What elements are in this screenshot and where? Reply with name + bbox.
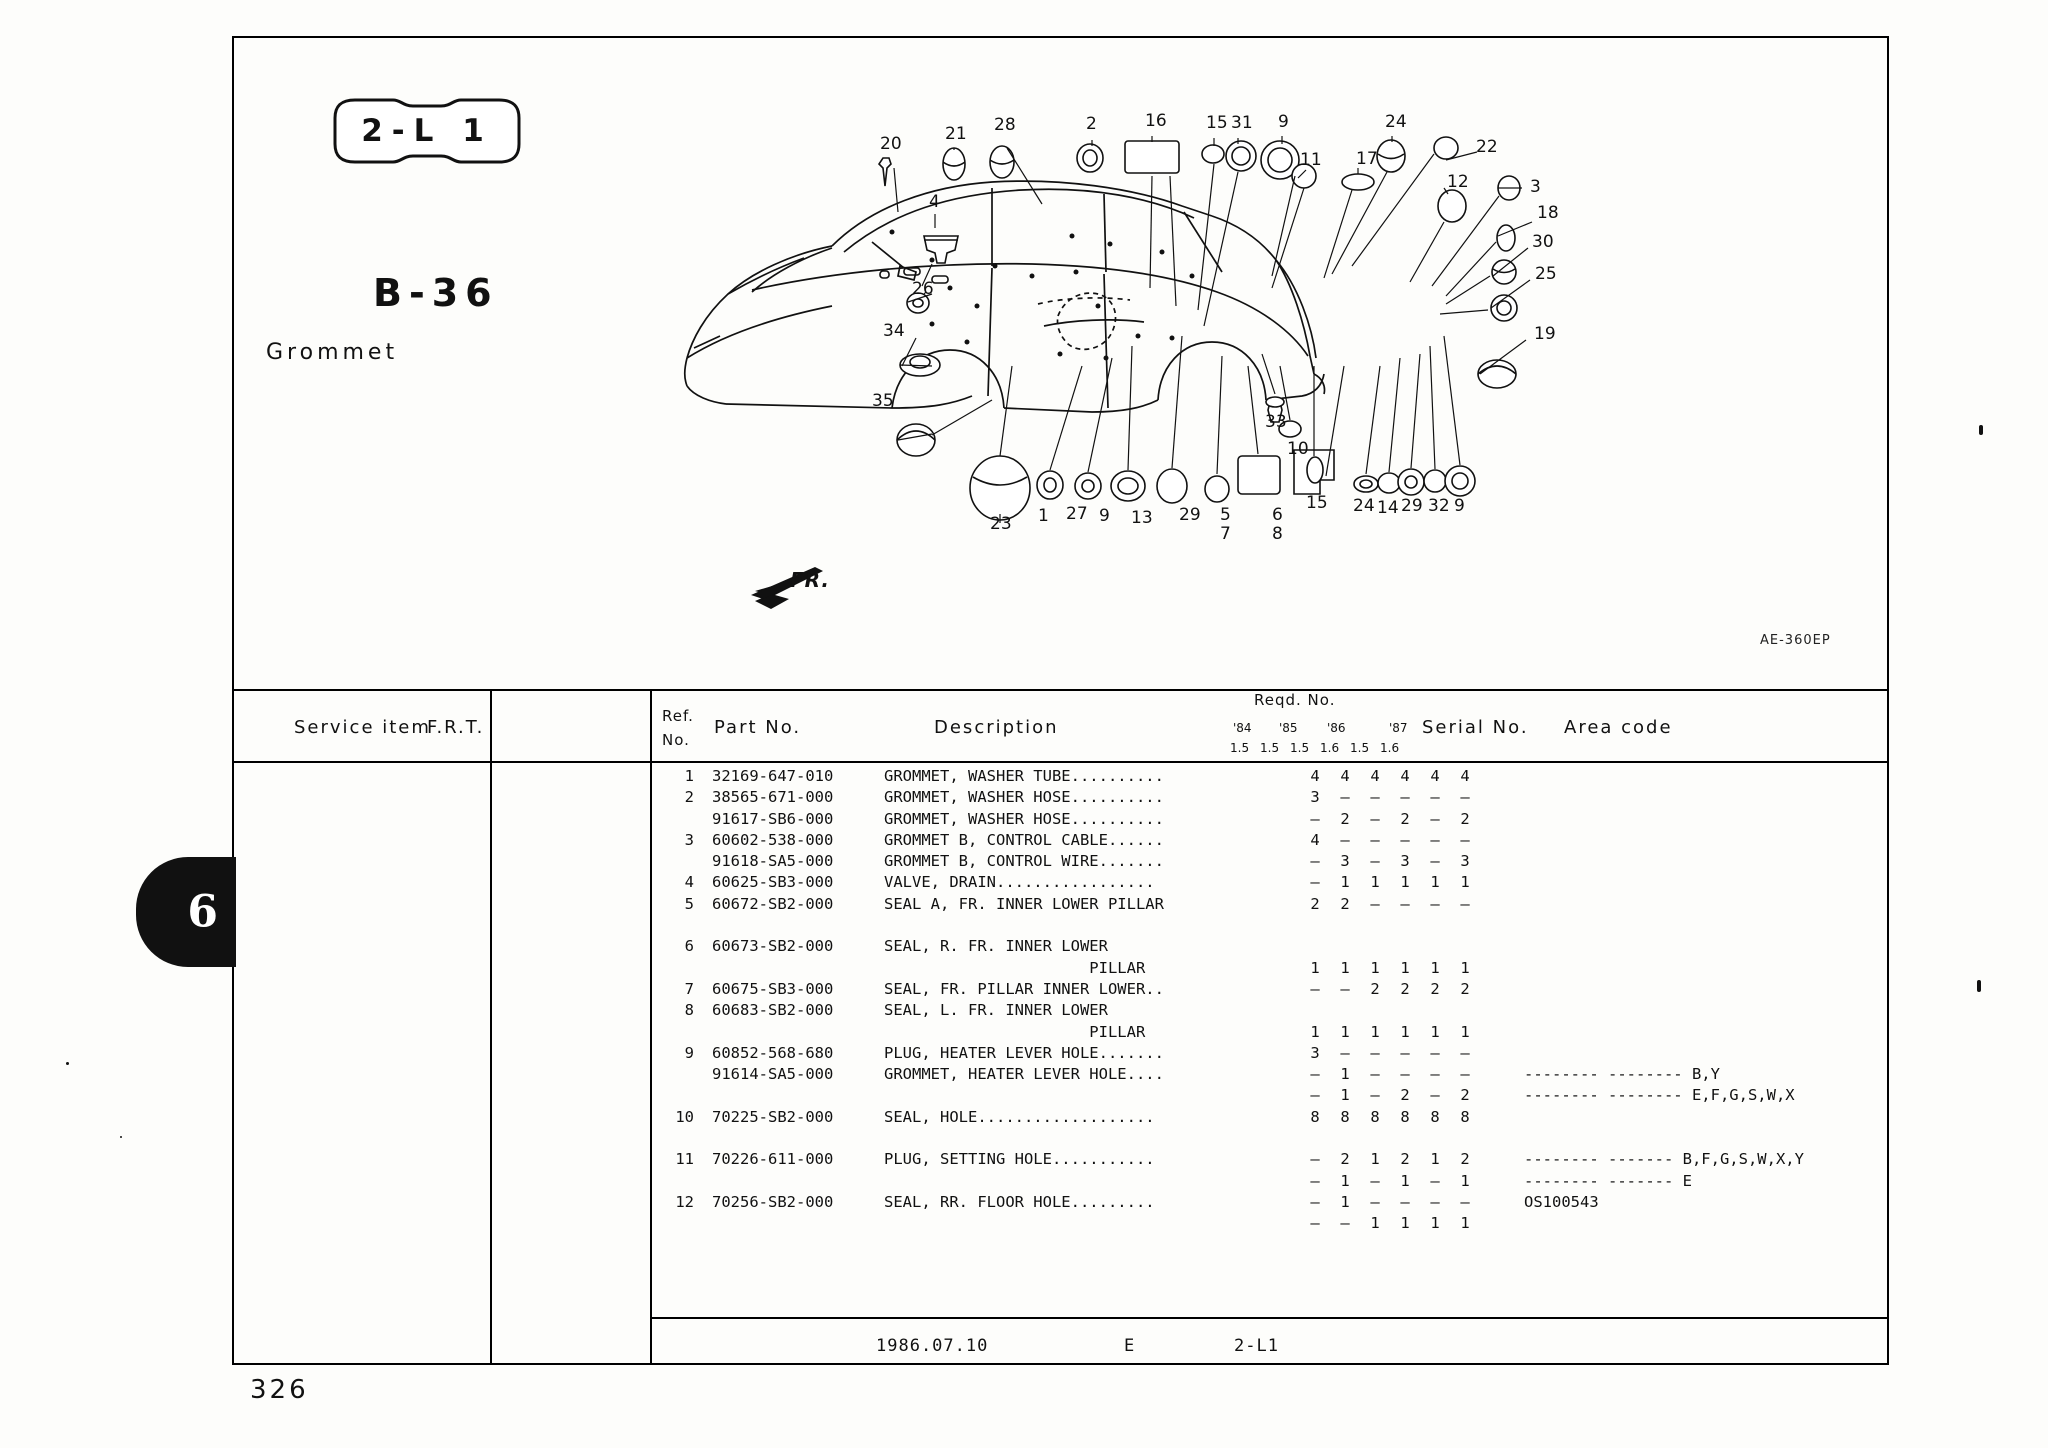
cell-part-no: 60625-SB3-000 (712, 873, 834, 892)
cell-qty-0: – (1310, 979, 1320, 998)
cell-qty-5: – (1460, 894, 1470, 913)
callout-22: 22 (1476, 137, 1498, 157)
callout-6: 6 (1272, 505, 1283, 525)
cell-qty-4: 2 (1430, 979, 1440, 998)
page-number: 326 (250, 1375, 309, 1405)
cell-qty-1: – (1340, 1043, 1350, 1062)
cell-qty-2: 1 (1370, 873, 1380, 892)
cell-qty-1: 1 (1340, 1022, 1350, 1041)
cell-qty-4: 4 (1430, 767, 1440, 785)
callout-33: 33 (1265, 412, 1287, 432)
cell-qty-3: – (1400, 830, 1410, 849)
cell-qty-4: 1 (1430, 873, 1440, 892)
chapter-tab (136, 857, 236, 967)
callout-28: 28 (994, 115, 1016, 135)
cell-qty-3: 1 (1400, 873, 1410, 892)
cell-description: SEAL, FR. PILLAR INNER LOWER.. (884, 979, 1164, 998)
cell-qty-4: – (1430, 1192, 1440, 1211)
callout-35: 35 (872, 391, 894, 411)
callout-30: 30 (1532, 232, 1554, 252)
cell-qty-2: – (1370, 1043, 1380, 1062)
table-header-rule (234, 761, 1887, 763)
header-year-84: '84 (1233, 721, 1252, 735)
cell-qty-1: – (1340, 788, 1350, 807)
cell-qty-2: – (1370, 830, 1380, 849)
footer-date: 1986.07.10 (876, 1336, 989, 1356)
cell-qty-2: 1 (1370, 1022, 1380, 1041)
chapter-number: 6 (187, 886, 218, 938)
cell-description: GROMMET B, CONTROL CABLE...... (884, 830, 1164, 849)
cell-qty-0: – (1310, 1171, 1320, 1190)
cell-qty-5: – (1460, 788, 1470, 807)
callout-13: 13 (1131, 508, 1153, 528)
cell-description: GROMMET, WASHER HOSE.......... (884, 788, 1164, 807)
callout-18: 18 (1537, 203, 1559, 223)
cell-qty-0: 2 (1310, 894, 1320, 913)
cell-description: VALVE, DRAIN................. (884, 873, 1155, 892)
callout-5: 5 (1220, 505, 1231, 525)
cell-qty-5: 1 (1460, 958, 1470, 977)
cell-ref-no: 8 (684, 1001, 694, 1020)
table-row (654, 830, 1864, 851)
cell-qty-4: 1 (1430, 958, 1440, 977)
cell-ref-no: 3 (684, 830, 694, 849)
cell-qty-0: 4 (1310, 830, 1320, 849)
cell-part-no: 60852-568-680 (712, 1043, 834, 1062)
cell-serial-no: OS100543 (1524, 1192, 1599, 1211)
cell-qty-1: 1 (1340, 1192, 1350, 1211)
callout-3: 3 (1530, 177, 1541, 197)
cell-qty-4: 1 (1430, 1214, 1440, 1233)
header-serial-no: Serial No. (1422, 717, 1529, 738)
cell-description: PLUG, SETTING HOLE........... (884, 1150, 1155, 1169)
cell-qty-3: 1 (1400, 958, 1410, 977)
table-row (654, 1107, 1864, 1128)
cell-qty-0: – (1310, 873, 1320, 892)
cell-qty-0: 1 (1310, 1022, 1320, 1041)
cell-qty-2: – (1370, 1192, 1380, 1211)
callout-32: 32 (1428, 496, 1450, 516)
cell-qty-3: – (1400, 894, 1410, 913)
callout-24-top: 24 (1385, 112, 1407, 132)
callout-9-top: 9 (1278, 112, 1289, 132)
cell-qty-5: 1 (1460, 1214, 1470, 1233)
cell-qty-2: 1 (1370, 1214, 1380, 1233)
cell-ref-no: 4 (684, 873, 694, 892)
cell-qty-3: – (1400, 1065, 1410, 1084)
cell-part-no: 32169-647-010 (712, 767, 834, 785)
cell-qty-5: 2 (1460, 1086, 1470, 1105)
table-row (654, 1064, 1864, 1085)
cell-area-code: -------- -------- E,F,G,S,W,X (1524, 1086, 1795, 1105)
callout-34: 34 (883, 321, 905, 341)
cell-part-no: 60673-SB2-000 (712, 937, 834, 956)
header-disp-1: 1.5 (1230, 741, 1250, 755)
cell-part-no: 38565-671-000 (712, 788, 834, 807)
cell-qty-1: 3 (1340, 852, 1350, 871)
callout-27: 27 (1066, 504, 1088, 524)
table-row (654, 1022, 1864, 1043)
cell-part-no: 91617-SB6-000 (712, 809, 834, 828)
header-year-87: '87 (1389, 721, 1408, 735)
cell-qty-2: – (1370, 852, 1380, 871)
cell-qty-0: – (1310, 809, 1320, 828)
cell-ref-no: 10 (675, 1107, 694, 1126)
cell-qty-5: 1 (1460, 873, 1470, 892)
cell-description: GROMMET, WASHER TUBE.......... (884, 767, 1164, 785)
callout-11: 11 (1300, 150, 1322, 170)
table-row (654, 958, 1864, 979)
cell-qty-2: 4 (1370, 767, 1380, 785)
table-row (654, 894, 1864, 915)
header-description: Description (934, 717, 1059, 738)
cell-qty-4: – (1430, 788, 1440, 807)
header-year-85: '85 (1279, 721, 1298, 735)
cell-part-no: 60675-SB3-000 (712, 979, 834, 998)
table-row (654, 766, 1864, 787)
header-disp-3: 1.5 (1290, 741, 1310, 755)
callout-7: 7 (1220, 524, 1231, 544)
cell-qty-1: 1 (1340, 873, 1350, 892)
cell-qty-5: 3 (1460, 852, 1470, 871)
cell-qty-4: – (1430, 894, 1440, 913)
table-footer-rule (650, 1317, 1887, 1319)
cell-qty-0: 3 (1310, 788, 1320, 807)
table-row (654, 1085, 1864, 1106)
cell-qty-3: 1 (1400, 1214, 1410, 1233)
table-row (654, 872, 1864, 893)
header-part-no: Part No. (714, 717, 802, 738)
cell-qty-1: 1 (1340, 1171, 1350, 1190)
cell-qty-2: 1 (1370, 1150, 1380, 1169)
cell-qty-0: 3 (1310, 1043, 1320, 1062)
callout-31: 31 (1231, 113, 1253, 133)
callout-16: 16 (1145, 111, 1167, 131)
callout-20: 20 (880, 134, 902, 154)
callout-4: 4 (929, 192, 940, 212)
cell-qty-4: 1 (1430, 1150, 1440, 1169)
header-service-item: Service item (294, 717, 431, 738)
cell-qty-0: 4 (1310, 767, 1320, 785)
cell-qty-0: – (1310, 1150, 1320, 1169)
cell-qty-2: 1 (1370, 958, 1380, 977)
cell-qty-1: 2 (1340, 1150, 1350, 1169)
cell-qty-0: – (1310, 1192, 1320, 1211)
cell-qty-5: – (1460, 1192, 1470, 1211)
cell-qty-3: 4 (1400, 767, 1410, 785)
header-reqd-no: Reqd. No. (1254, 691, 1336, 709)
callout-24-bot: 24 (1353, 496, 1375, 516)
cell-qty-0: – (1310, 1065, 1320, 1084)
cell-description: SEAL, L. FR. INNER LOWER (884, 1001, 1108, 1020)
callout-23: 23 (990, 514, 1012, 534)
callout-15-top: 15 (1206, 113, 1228, 133)
cell-qty-5: – (1460, 830, 1470, 849)
cell-qty-0: 1 (1310, 958, 1320, 977)
figure-code: B-36 (373, 271, 499, 315)
cell-description: GROMMET, WASHER HOSE.......... (884, 809, 1164, 828)
cell-qty-2: 2 (1370, 979, 1380, 998)
callout-14: 14 (1377, 498, 1399, 518)
cell-qty-5: – (1460, 1065, 1470, 1084)
callout-19: 19 (1534, 324, 1556, 344)
cell-part-no: 60672-SB2-000 (712, 894, 834, 913)
table-rule-frt (490, 689, 492, 1363)
cell-qty-4: – (1430, 1171, 1440, 1190)
cell-description: SEAL A, FR. INNER LOWER PILLAR (884, 894, 1164, 913)
front-direction-label: FR. (790, 568, 831, 592)
cell-qty-2: – (1370, 1086, 1380, 1105)
cell-description: SEAL, R. FR. INNER LOWER (884, 937, 1108, 956)
cell-qty-1: – (1340, 979, 1350, 998)
cell-qty-3: – (1400, 1043, 1410, 1062)
cell-qty-3: 2 (1400, 809, 1410, 828)
table-row (654, 1043, 1864, 1064)
table-row (654, 1213, 1864, 1234)
header-year-86: '86 (1327, 721, 1346, 735)
cell-qty-3: 1 (1400, 1171, 1410, 1190)
table-row (654, 936, 1864, 957)
cell-qty-5: 2 (1460, 1150, 1470, 1169)
section-badge-label: 2-L 1 (361, 113, 493, 149)
callout-25: 25 (1535, 264, 1557, 284)
cell-qty-4: – (1430, 830, 1440, 849)
cell-description: SEAL, HOLE................... (884, 1107, 1155, 1126)
table-row (654, 809, 1864, 830)
cell-qty-2: – (1370, 1065, 1380, 1084)
cell-area-code: -------- -------- B,Y (1524, 1065, 1720, 1084)
cell-qty-3: 1 (1400, 1022, 1410, 1041)
figure-name: Grommet (266, 340, 399, 365)
header-ref-no-1: Ref. (662, 707, 694, 725)
cell-ref-no: 2 (684, 788, 694, 807)
table-row (654, 851, 1864, 872)
cell-qty-1: 2 (1340, 809, 1350, 828)
header-disp-6: 1.6 (1380, 741, 1400, 755)
table-row (654, 787, 1864, 808)
header-frt: F.R.T. (427, 717, 485, 738)
header-area-code: Area code (1564, 717, 1673, 738)
parts-table (234, 689, 1887, 1363)
table-body (654, 766, 1864, 1235)
cell-qty-1: 8 (1340, 1107, 1350, 1126)
cell-part-no: 70226-611-000 (712, 1150, 834, 1169)
callout-29-a: 29 (1179, 505, 1201, 525)
cell-qty-3: 2 (1400, 1150, 1410, 1169)
cell-part-no: 91618-SA5-000 (712, 852, 834, 871)
section-badge (327, 96, 527, 166)
callout-12-top: 12 (1447, 172, 1469, 192)
cell-qty-0: 8 (1310, 1107, 1320, 1126)
cell-qty-4: – (1430, 1086, 1440, 1105)
table-row (654, 1128, 1864, 1149)
cell-ref-no: 6 (684, 937, 694, 956)
diagram-id: AE-360EP (1760, 633, 1831, 648)
cell-qty-5: – (1460, 1043, 1470, 1062)
cell-description: PILLAR (884, 958, 1146, 977)
cell-qty-3: 2 (1400, 1086, 1410, 1105)
callout-9-mid: 9 (1099, 506, 1110, 526)
cell-part-no: 70256-SB2-000 (712, 1192, 834, 1211)
cell-qty-4: – (1430, 852, 1440, 871)
cell-part-no: 91614-SA5-000 (712, 1065, 834, 1084)
cell-qty-2: – (1370, 894, 1380, 913)
cell-description: GROMMET B, CONTROL WIRE....... (884, 852, 1164, 871)
callout-17: 17 (1356, 149, 1378, 169)
callout-15-bot: 15 (1306, 493, 1328, 513)
cell-qty-5: 1 (1460, 1022, 1470, 1041)
cell-qty-1: 1 (1340, 1065, 1350, 1084)
header-disp-5: 1.5 (1350, 741, 1370, 755)
table-rule-ref (650, 689, 652, 1363)
header-disp-2: 1.5 (1260, 741, 1280, 755)
cell-qty-2: – (1370, 809, 1380, 828)
cell-ref-no: 5 (684, 894, 694, 913)
cell-qty-4: 8 (1430, 1107, 1440, 1126)
table-row (654, 915, 1864, 936)
callout-2-top: 2 (1086, 114, 1097, 134)
cell-qty-2: – (1370, 788, 1380, 807)
cell-qty-2: – (1370, 1171, 1380, 1190)
cell-qty-0: – (1310, 852, 1320, 871)
callout-29-b: 29 (1401, 496, 1423, 516)
callout-26: 26 (912, 279, 934, 299)
cell-qty-0: – (1310, 1214, 1320, 1233)
cell-qty-4: – (1430, 809, 1440, 828)
callout-8: 8 (1272, 524, 1283, 544)
table-row (654, 1171, 1864, 1192)
table-row (654, 979, 1864, 1000)
cell-area-code: -------- ------- B,F,G,S,W,X,Y (1524, 1150, 1804, 1169)
cell-qty-3: 8 (1400, 1107, 1410, 1126)
cell-qty-0: – (1310, 1086, 1320, 1105)
cell-qty-5: 2 (1460, 809, 1470, 828)
cell-qty-5: 8 (1460, 1107, 1470, 1126)
callout-9-bot: 9 (1454, 496, 1465, 516)
table-row (654, 1149, 1864, 1170)
cell-part-no: 70225-SB2-000 (712, 1107, 834, 1126)
table-row (654, 1192, 1864, 1213)
cell-ref-no: 7 (684, 979, 694, 998)
cell-description: SEAL, RR. FLOOR HOLE......... (884, 1192, 1155, 1211)
cell-qty-5: 1 (1460, 1171, 1470, 1190)
cell-ref-no: 1 (684, 767, 694, 785)
cell-part-no: 60683-SB2-000 (712, 1001, 834, 1020)
callout-21: 21 (945, 124, 967, 144)
cell-ref-no: 9 (684, 1043, 694, 1062)
callout-10: 10 (1287, 439, 1309, 459)
callout-1: 1 (1038, 506, 1049, 526)
cell-qty-1: – (1340, 1214, 1350, 1233)
cell-qty-3: 3 (1400, 852, 1410, 871)
cell-qty-1: 2 (1340, 894, 1350, 913)
header-disp-4: 1.6 (1320, 741, 1340, 755)
cell-ref-no: 11 (675, 1150, 694, 1169)
cell-qty-3: – (1400, 1192, 1410, 1211)
header-ref-no-2: No. (662, 731, 690, 749)
cell-description: PLUG, HEATER LEVER HOLE....... (884, 1043, 1164, 1062)
cell-qty-2: 8 (1370, 1107, 1380, 1126)
table-row (654, 1000, 1864, 1021)
cell-qty-5: 4 (1460, 767, 1470, 785)
cell-qty-4: – (1430, 1043, 1440, 1062)
footer-edition: E (1124, 1336, 1136, 1356)
cell-qty-1: 1 (1340, 1086, 1350, 1105)
cell-description: PILLAR (884, 1022, 1146, 1041)
cell-qty-4: 1 (1430, 1022, 1440, 1041)
cell-qty-3: 2 (1400, 979, 1410, 998)
footer-code: 2-L1 (1234, 1336, 1279, 1356)
cell-description: GROMMET, HEATER LEVER HOLE.... (884, 1065, 1164, 1084)
cell-qty-1: 4 (1340, 767, 1350, 785)
cell-qty-5: 2 (1460, 979, 1470, 998)
cell-ref-no: 12 (675, 1192, 694, 1211)
cell-area-code: -------- ------- E (1524, 1171, 1692, 1190)
cell-qty-4: – (1430, 1065, 1440, 1084)
cell-part-no: 60602-538-000 (712, 830, 834, 849)
cell-qty-1: – (1340, 830, 1350, 849)
cell-qty-1: 1 (1340, 958, 1350, 977)
cell-qty-3: – (1400, 788, 1410, 807)
